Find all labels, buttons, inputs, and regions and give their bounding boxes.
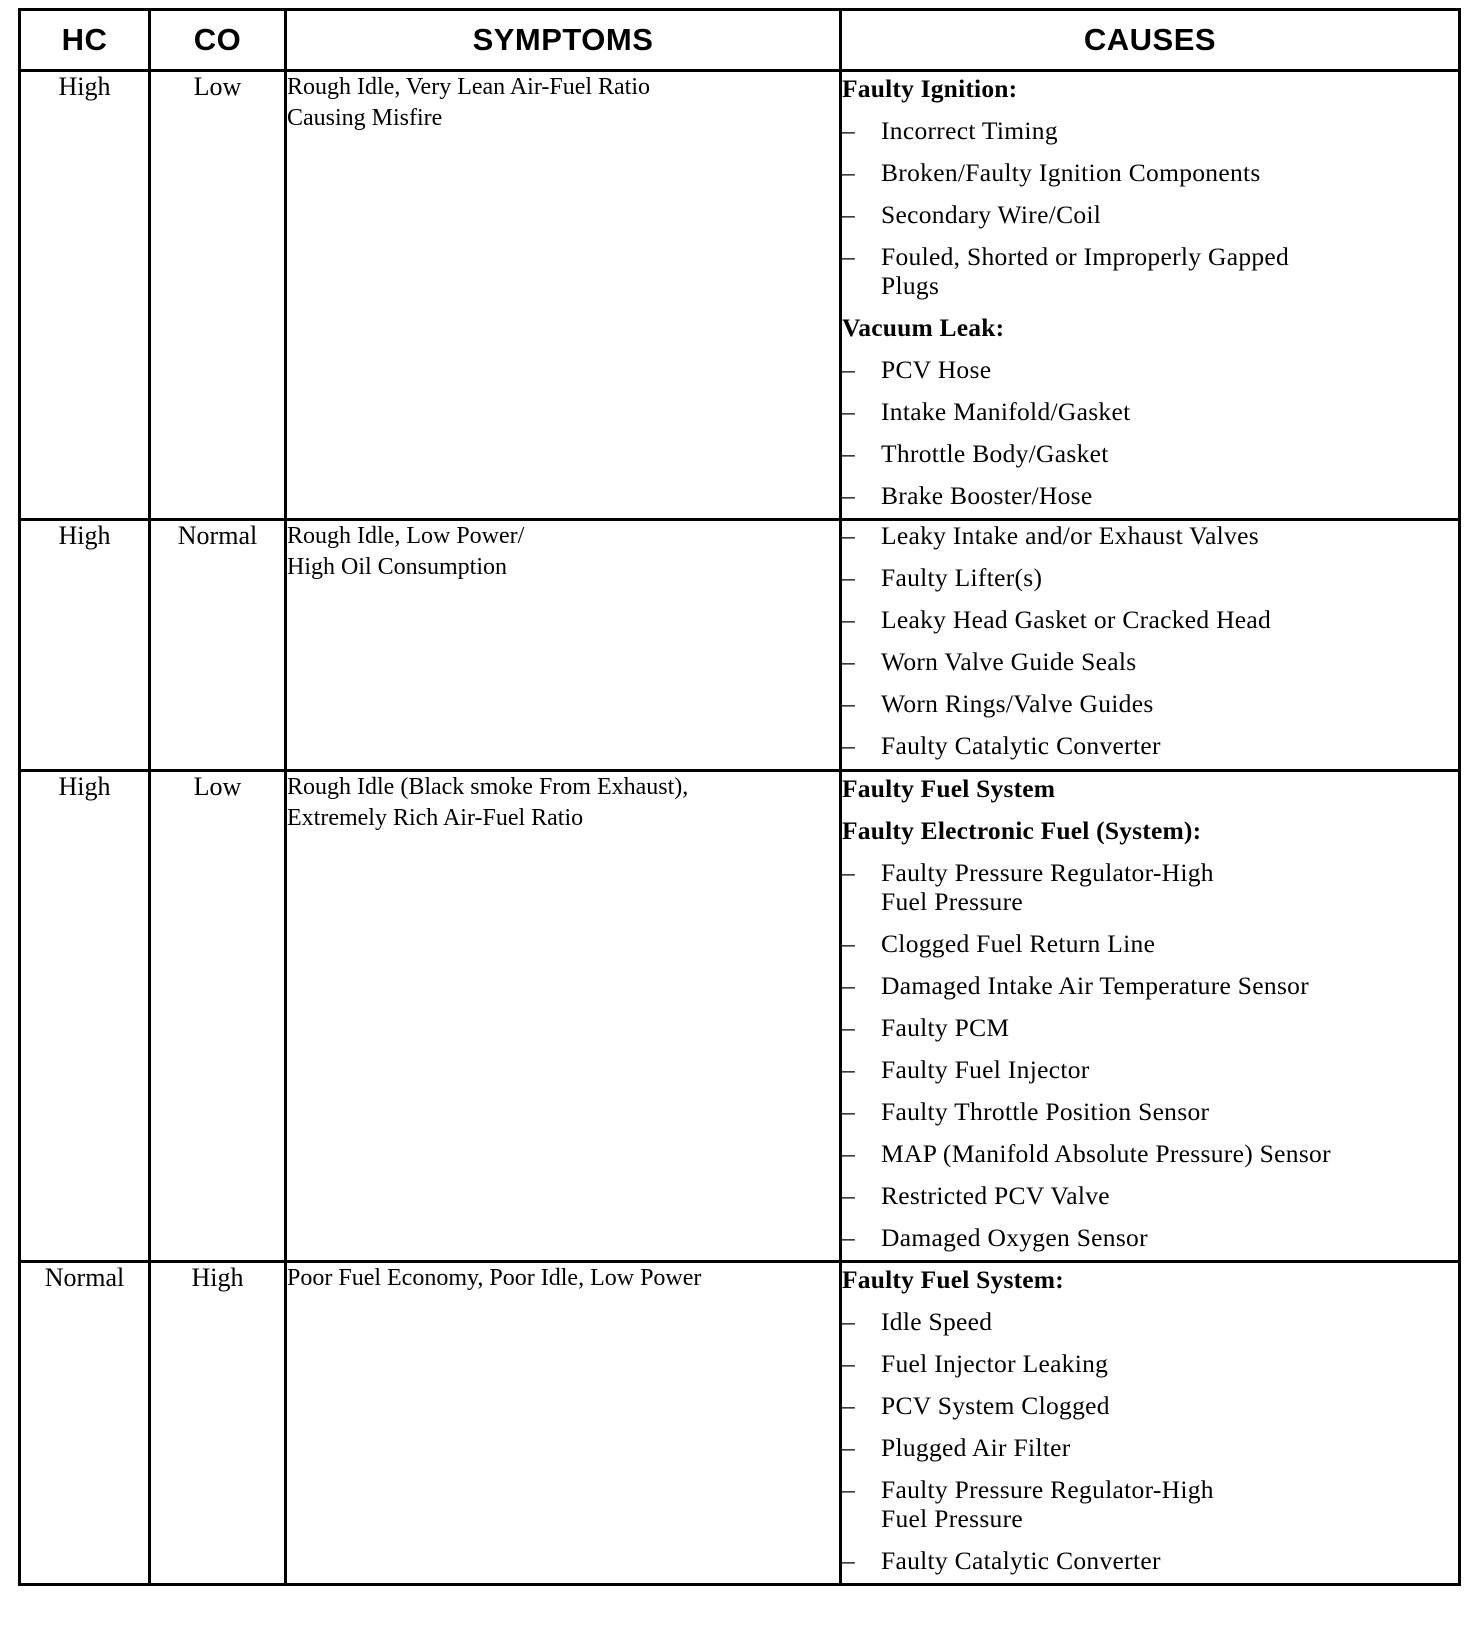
cause-item-text xyxy=(881,481,1458,510)
cause-item-text xyxy=(881,200,1458,229)
cause-heading: Vacuum Leak: xyxy=(842,313,1005,342)
cause-item-text xyxy=(881,397,1458,426)
cause-item-text xyxy=(881,858,1458,916)
cause-heading: Faulty Fuel System: xyxy=(842,1265,1064,1294)
dash-bullet: – xyxy=(842,116,856,145)
hc-value: High xyxy=(20,771,150,1262)
cause-item-line: Fuel Pressure xyxy=(881,1504,1024,1533)
cause-item-text xyxy=(881,355,1458,384)
table-row xyxy=(20,71,1460,520)
cause-item-line: MAP (Manifold Absolute Pressure) Sensor xyxy=(881,1139,1331,1168)
dash-bullet: – xyxy=(842,481,856,510)
dash-bullet: – xyxy=(842,1139,856,1168)
cause-item-line: Idle Speed xyxy=(881,1307,993,1336)
co-value: High xyxy=(150,1262,286,1585)
cause-item xyxy=(842,1391,1458,1420)
cause-item-text xyxy=(881,158,1458,187)
cause-item-text xyxy=(881,1013,1458,1042)
cause-item-text xyxy=(881,1433,1458,1462)
header-symptoms: SYMPTOMS xyxy=(286,10,841,71)
dash-bullet: – xyxy=(842,647,856,676)
cause-item-text xyxy=(881,971,1458,1000)
cause-item xyxy=(842,158,1458,187)
cause-item-text xyxy=(881,1181,1458,1210)
cause-item-text xyxy=(881,563,1458,592)
cause-heading: Faulty Fuel System xyxy=(842,774,1056,803)
cause-item-line: Brake Booster/Hose xyxy=(881,481,1093,510)
cause-item-line: Faulty Throttle Position Sensor xyxy=(881,1097,1210,1126)
header-row xyxy=(20,10,1460,71)
cause-item-line: Broken/Faulty Ignition Components xyxy=(881,158,1261,187)
cause-item xyxy=(842,971,1458,1000)
cause-item xyxy=(842,563,1458,592)
dash-bullet: – xyxy=(842,439,856,468)
cause-item xyxy=(842,1097,1458,1126)
causes-cell xyxy=(841,520,1460,771)
symptoms-cell xyxy=(286,71,841,520)
symptom-line: Rough Idle, Low Power/ xyxy=(287,523,525,549)
dash-bullet: – xyxy=(842,1475,856,1504)
cause-item-line: Worn Valve Guide Seals xyxy=(881,647,1137,676)
cause-item-line: Faulty Catalytic Converter xyxy=(881,731,1161,760)
cause-item-text xyxy=(881,242,1458,300)
diagnosis-table xyxy=(18,8,1461,1586)
cause-item-text xyxy=(881,1546,1458,1575)
cause-item xyxy=(842,731,1458,760)
cause-item xyxy=(842,605,1458,634)
dash-bullet: – xyxy=(842,1391,856,1420)
cause-item xyxy=(842,647,1458,676)
dash-bullet: – xyxy=(842,929,856,958)
dash-bullet: – xyxy=(842,1181,856,1210)
cause-item-line: Faulty Lifter(s) xyxy=(881,563,1043,592)
symptom-line: Rough Idle, Very Lean Air-Fuel Ratio xyxy=(287,74,651,100)
symptoms-cell xyxy=(286,520,841,771)
dash-bullet: – xyxy=(842,971,856,1000)
cause-item xyxy=(842,1181,1458,1210)
dash-bullet: – xyxy=(842,242,856,271)
cause-item-text xyxy=(881,1391,1458,1420)
cause-item-line: Fouled, Shorted or Improperly Gapped xyxy=(881,242,1290,271)
dash-bullet: – xyxy=(842,731,856,760)
cause-heading: Faulty Ignition: xyxy=(842,74,1018,103)
cause-item xyxy=(842,689,1458,718)
cause-item xyxy=(842,929,1458,958)
dash-bullet: – xyxy=(842,689,856,718)
cause-item-text xyxy=(881,1097,1458,1126)
cause-item-text xyxy=(881,1139,1458,1168)
cause-item-line: Intake Manifold/Gasket xyxy=(881,397,1131,426)
cause-item-line: Plugs xyxy=(881,271,940,300)
cause-item xyxy=(842,481,1458,510)
cause-heading: Faulty Electronic Fuel (System): xyxy=(842,816,1202,845)
cause-item-line: Damaged Oxygen Sensor xyxy=(881,1223,1148,1252)
dash-bullet: – xyxy=(842,1433,856,1462)
hc-value: High xyxy=(20,71,150,520)
causes-cell xyxy=(841,71,1460,520)
dash-bullet: – xyxy=(842,1546,856,1575)
causes-cell xyxy=(841,1262,1460,1585)
co-value: Normal xyxy=(150,520,286,771)
cause-item-text xyxy=(881,1307,1458,1336)
dash-bullet: – xyxy=(842,521,856,550)
cause-item-text xyxy=(881,439,1458,468)
cause-item-line: Leaky Intake and/or Exhaust Valves xyxy=(881,521,1259,550)
header-hc: HC xyxy=(20,10,150,71)
cause-item-text xyxy=(881,116,1458,145)
cause-item xyxy=(842,1013,1458,1042)
symptom-line: Causing Misfire xyxy=(287,105,443,131)
cause-item-line: Worn Rings/Valve Guides xyxy=(881,689,1154,718)
table-body xyxy=(20,71,1460,1585)
cause-item-line: Fuel Pressure xyxy=(881,887,1024,916)
cause-item xyxy=(842,1223,1458,1252)
dash-bullet: – xyxy=(842,1223,856,1252)
dash-bullet: – xyxy=(842,158,856,187)
symptoms-cell xyxy=(286,1262,841,1585)
dash-bullet: – xyxy=(842,858,856,887)
cause-item-text xyxy=(881,605,1458,634)
hc-value: Normal xyxy=(20,1262,150,1585)
cause-item-text xyxy=(881,1475,1458,1533)
cause-item-line: Faulty Pressure Regulator-High xyxy=(881,1475,1214,1504)
cause-item-text xyxy=(881,1223,1458,1252)
cause-item-text xyxy=(881,521,1458,550)
hc-value: High xyxy=(20,520,150,771)
cause-item xyxy=(842,1349,1458,1378)
cause-item-line: Faulty PCM xyxy=(881,1013,1010,1042)
header-causes: CAUSES xyxy=(841,10,1460,71)
cause-item xyxy=(842,1139,1458,1168)
table-row xyxy=(20,520,1460,771)
symptom-line: Poor Fuel Economy, Poor Idle, Low Power xyxy=(287,1265,702,1291)
symptom-line: Rough Idle (Black smoke From Exhaust), xyxy=(287,774,689,800)
cause-item xyxy=(842,1475,1458,1533)
cause-item xyxy=(842,439,1458,468)
dash-bullet: – xyxy=(842,397,856,426)
dash-bullet: – xyxy=(842,1055,856,1084)
cause-item-line: Clogged Fuel Return Line xyxy=(881,929,1156,958)
cause-item-line: Faulty Pressure Regulator-High xyxy=(881,858,1214,887)
cause-item xyxy=(842,200,1458,229)
cause-item-line: Throttle Body/Gasket xyxy=(881,439,1109,468)
co-value: Low xyxy=(150,71,286,520)
dash-bullet: – xyxy=(842,355,856,384)
table-row xyxy=(20,771,1460,1262)
cause-item-text xyxy=(881,1055,1458,1084)
causes-cell xyxy=(841,771,1460,1262)
dash-bullet: – xyxy=(842,1097,856,1126)
dash-bullet: – xyxy=(842,563,856,592)
cause-item xyxy=(842,1307,1458,1336)
symptom-line: Extremely Rich Air-Fuel Ratio xyxy=(287,805,584,831)
cause-item-text xyxy=(881,647,1458,676)
table-row xyxy=(20,1262,1460,1585)
cause-item-line: Leaky Head Gasket or Cracked Head xyxy=(881,605,1272,634)
cause-item-line: Plugged Air Filter xyxy=(881,1433,1071,1462)
co-value: Low xyxy=(150,771,286,1262)
cause-item-line: Secondary Wire/Coil xyxy=(881,200,1102,229)
dash-bullet: – xyxy=(842,1013,856,1042)
cause-item xyxy=(842,1055,1458,1084)
header-co: CO xyxy=(150,10,286,71)
dash-bullet: – xyxy=(842,605,856,634)
cause-item-line: Restricted PCV Valve xyxy=(881,1181,1110,1210)
cause-item xyxy=(842,397,1458,426)
cause-item-line: Damaged Intake Air Temperature Sensor xyxy=(881,971,1310,1000)
cause-item-text xyxy=(881,689,1458,718)
cause-item xyxy=(842,521,1458,550)
dash-bullet: – xyxy=(842,200,856,229)
cause-item-text xyxy=(881,731,1458,760)
cause-item xyxy=(842,858,1458,916)
symptoms-cell xyxy=(286,771,841,1262)
cause-item-line: Faulty Fuel Injector xyxy=(881,1055,1090,1084)
cause-item-line: PCV System Clogged xyxy=(881,1391,1110,1420)
cause-item-text xyxy=(881,1349,1458,1378)
cause-item xyxy=(842,1546,1458,1575)
cause-item xyxy=(842,1433,1458,1462)
cause-item-line: Incorrect Timing xyxy=(881,116,1058,145)
cause-item-line: Fuel Injector Leaking xyxy=(881,1349,1109,1378)
cause-item xyxy=(842,242,1458,300)
cause-item-line: Faulty Catalytic Converter xyxy=(881,1546,1161,1575)
cause-item-text xyxy=(881,929,1458,958)
cause-item-line: PCV Hose xyxy=(881,355,992,384)
dash-bullet: – xyxy=(842,1349,856,1378)
dash-bullet: – xyxy=(842,1307,856,1336)
symptom-line: High Oil Consumption xyxy=(287,554,508,580)
cause-item xyxy=(842,116,1458,145)
cause-item xyxy=(842,355,1458,384)
